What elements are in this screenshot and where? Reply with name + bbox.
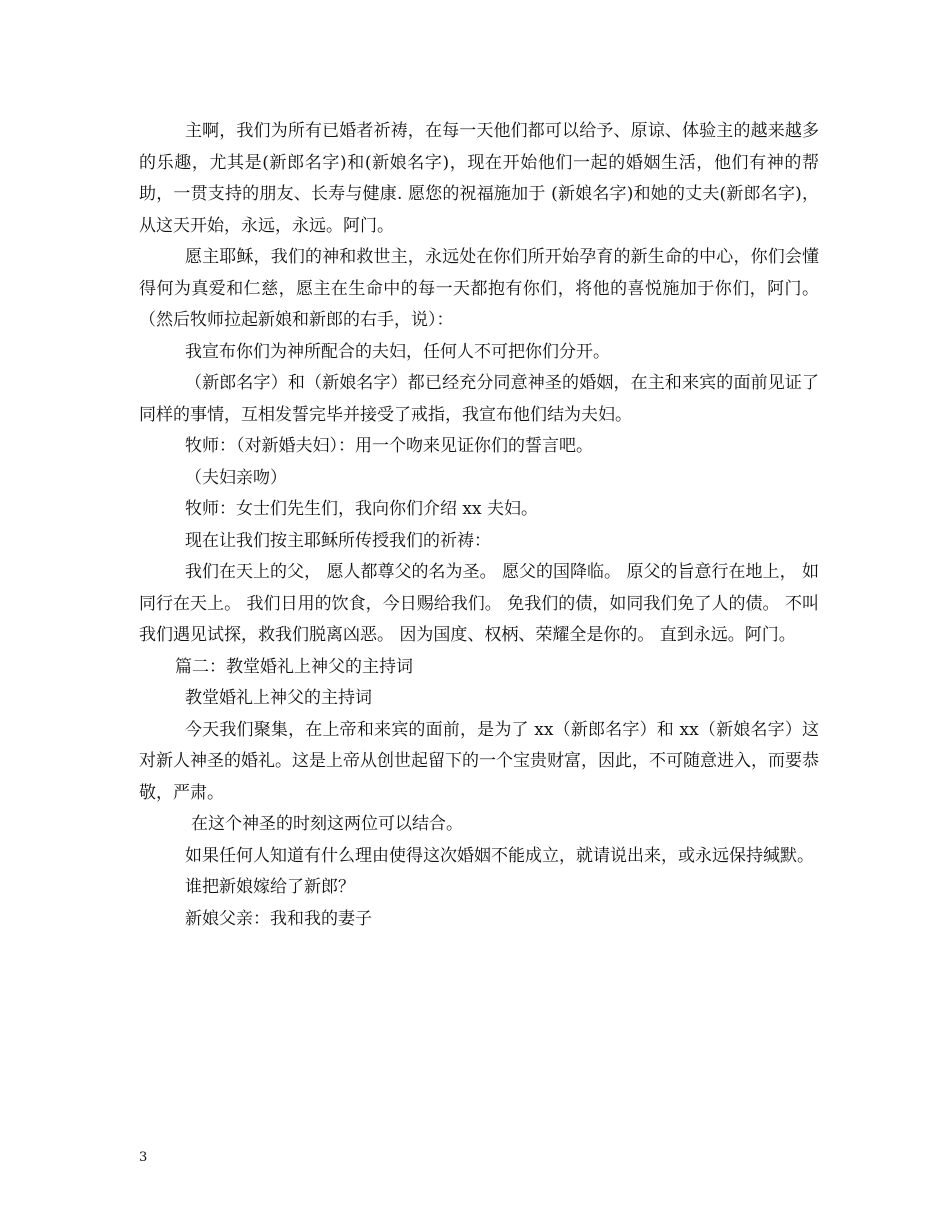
paragraph-gathering: 今天我们聚集，在上帝和来宾的面前，是为了 xx（新郎名字）和 xx（新娘名字）这对新人神圣的婚礼。这是上帝从创世起留下的一个宝贵财富，因此，不可随意进入，而要恭敬，严肃。 bbox=[139, 719, 819, 803]
paragraph-prayer-intro: 现在让我们按主耶稣所传授我们的祈祷： bbox=[185, 530, 491, 551]
paragraph-union: 在这个神圣的时刻这两位可以结合。 bbox=[191, 814, 463, 834]
paragraph-objection: 如果任何人知道有什么理由使得这次婚姻不能成立，就请说出来，或永远保持缄默。 bbox=[185, 845, 814, 866]
paragraph-prayer-married: 主啊，我们为所有已婚者祈祷，在每一天他们都可以给予、原谅、体验主的越来越多的乐趣，尤其是(新郎名字)和(新娘名字)，现在开始他们一起的婚姻生活，他们有神的帮助，一贯支持的朋友、长寿与健康. 愿您的祝福施加于 (新娘名字)和她的丈夫(新郎名字)，从这天开始，永远，永远。阿门。 bbox=[139, 121, 819, 236]
paragraph-declaration: 我宣布你们为神所配合的夫妇，任何人不可把你们分开。 bbox=[185, 341, 610, 362]
page-number: 3 bbox=[139, 1150, 148, 1165]
paragraph-kiss-instruction: 牧师：（对新婚夫妇）：用一个吻来见证你们的誓言吧。 bbox=[185, 436, 593, 456]
paragraph-introduction: 牧师：女士们先生们，我向你们介绍 xx 夫妇。 bbox=[185, 499, 538, 519]
paragraph-kiss: （夫妇亲吻） bbox=[185, 467, 287, 488]
paragraph-father-reply: 新娘父亲：我和我的妻子 bbox=[185, 908, 372, 929]
section-subtitle: 教堂婚礼上神父的主持词 bbox=[185, 688, 372, 708]
paragraph-pronouncement: （新郎名字）和（新娘名字）都已经充分同意神圣的婚姻，在主和来宾的面前见证了同样的事情，互相发誓完毕并接受了戒指，我宣布他们结为夫妇。 bbox=[139, 373, 819, 425]
paragraph-lords-prayer: 我们在天上的父， 愿人都尊父的名为圣。 愿父的国降临。 原父的旨意行在地上， 如同行在天上。 我们日用的饮食，今日赐给我们。 免我们的债，如同我们免了人的债。 不叫我们遇见试探，救我们脱离凶恶。 因为国度、权柄、荣耀全是你的。 直到永远。阿门。 bbox=[139, 562, 819, 645]
paragraph-blessing: 愿主耶稣，我们的神和救世主，永远处在你们所开始孕育的新生命的中心，你们会懂得何为真爱和仁慈，愿主在生命中的每一天都抱有你们，将他的喜悦施加于你们，阿门。 （然后牧师拉起新娘和新郎的右手，说）： bbox=[139, 247, 819, 330]
section-heading: 篇二：教堂婚礼上神父的主持词 bbox=[175, 656, 413, 677]
document-body bbox=[139, 116, 819, 935]
paragraph-giving-away: 谁把新娘嫁给了新郎？ bbox=[185, 877, 355, 897]
